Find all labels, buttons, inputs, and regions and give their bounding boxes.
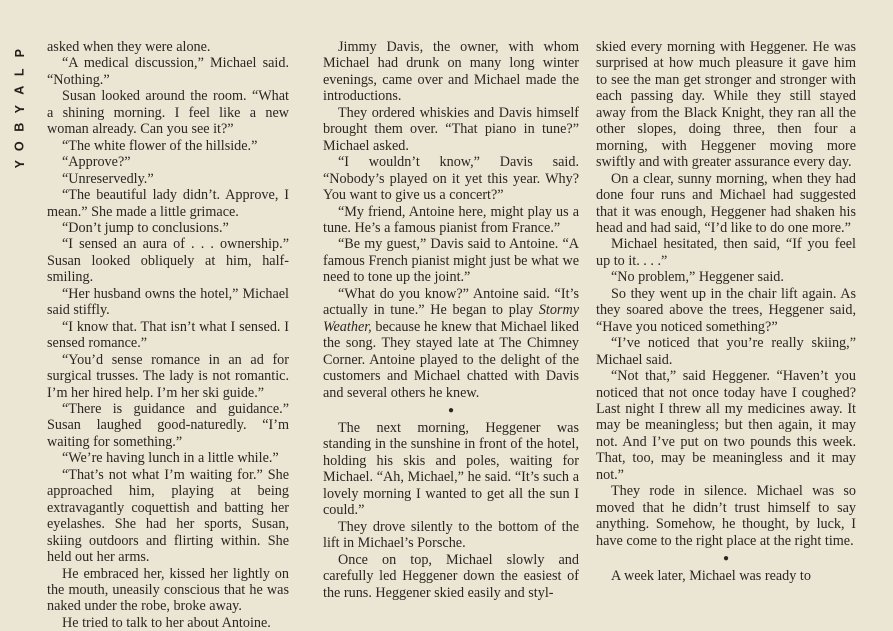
paragraph: “No problem,” Heggener said. [611, 269, 784, 286]
paragraph: “I’ve noticed that you’re really skiing,” Michael said. [596, 335, 856, 368]
paragraph: They ordered whiskies and Davis himself brought them over. “That piano in tune?” Michael asked. [323, 104, 579, 154]
paragraph: The next morning, Heggener was standing in the sunshine in front of the hotel, holding his skis and poles, waiting for Michael. “Ah, Michael,” he said. “It’s such a lovely morning I wanted to get all the sun I could.” [323, 419, 579, 519]
magazine-folio [9, 44, 31, 174]
paragraph: They rode in silence. Michael was so moved that he didn’t trust himself to say anything. Somehow, he thought, by luck, I have come to the right place at the right time. [596, 483, 856, 549]
paragraph-text: “What do you know?” Antoine said. “It’s actually in tune.” He began to play [323, 285, 579, 319]
folio-letter: P [12, 49, 27, 58]
paragraph: skied every morning with Heggener. He was surprised at how much pleasure it gave him to see the man get stronger and stronger with each passing day. While they still stayed away from the Black Knight, they ran all the other slopes, doing three, then four a morning, with Heggener moving more swiftly and with greater assurance every day. [596, 39, 856, 171]
paragraph: Jimmy Davis, the owner, with whom Michael had drunk on many long winter evenings, came over and Michael made the introductions. [323, 39, 579, 105]
paragraph: He tried to talk to her about Antoine. [62, 614, 271, 631]
song-title: Stormy Weather, [323, 302, 579, 335]
folio-letter: L [12, 67, 27, 76]
folio-letter: A [12, 85, 27, 95]
paragraph: “Not that,” said Heggener. “Haven’t you noticed that not once today have I coughed? Last night I threw all my medicines away. It may be meaningless; but then again, it may not. And I’ve put on two pounds this week. That, too, may be meaningless and it may not.” [596, 368, 856, 483]
text-column-1 [47, 39, 289, 631]
paragraph: “Approve?” [62, 154, 131, 171]
section-break-bullet [323, 405, 579, 417]
paragraph: “Be my guest,” Davis said to Antoine. “A famous French pianist might just be what we need to tone up the joint.” [323, 236, 579, 286]
paragraph: “I sensed an aura of . . . ownership.” Susan looked obliquely at him, half-smiling. [47, 236, 289, 286]
paragraph: “You’d sense romance in an ad for surgical trusses. The lady is not romantic. I’m her hired help. I’m her ski guide.” [47, 351, 289, 401]
paragraph: “A medical discussion,” Michael said. “Nothing.” [47, 55, 289, 88]
text-column-3 [596, 39, 856, 585]
paragraph: “I wouldn’t know,” Davis said. “Nobody’s played on it yet this year. Why? You want to give us a concert?” [323, 154, 579, 204]
paragraph: “That’s not what I’m waiting for.” She approached him, playing at being extravagantly coquettish and batting her eyelashes. She had her sports, Susan, skiing outdoors and flirting within. She held out her arms. [47, 466, 289, 566]
folio-letter: Y [12, 160, 27, 169]
paragraph: “The white flower of the hillside.” [62, 137, 258, 154]
paragraph: He embraced her, kissed her lightly on the mouth, uneasily conscious that he was naked under the robe, broke away. [47, 565, 289, 615]
paragraph: Susan looked around the room. “What a shining morning. I feel like a new woman already. Can you see it?” [47, 88, 289, 138]
paragraph: Michael hesitated, then said, “If you feel up to it. . . .” [596, 236, 856, 269]
paragraph: “There is guidance and guidance.” Susan laughed good-naturedly. “I’m waiting for something.” [47, 400, 289, 450]
paragraph: “Her husband owns the hotel,” Michael said stiffly. [47, 285, 289, 319]
paragraph-text: because he knew that Michael liked the song. They stayed late at The Chimney Corner. Antoine played to the delight of the customers and Michael chatted with Davis and several others he knew. [323, 318, 579, 401]
folio-letter: O [12, 140, 27, 151]
paragraph: “I know that. That isn’t what I sensed. I sensed romance.” [47, 318, 289, 352]
paragraph [323, 286, 579, 401]
paragraph: Once on top, Michael slowly and carefully led Heggener down the easiest of the runs. Heggener skied easily and styl- [323, 551, 579, 601]
paragraph: “My friend, Antoine here, might play us a tune. He’s a famous pianist from France.” [323, 203, 579, 236]
paragraph: “Unreservedly.” [62, 170, 154, 187]
paragraph: “Don’t jump to conclusions.” [62, 219, 229, 236]
text-column-2 [323, 39, 579, 601]
paragraph: On a clear, sunny morning, when they had done four runs and Michael had suggested that it was enough, Heggener had shaken his head and had said, “I’d like to do one more.” [596, 170, 856, 236]
paragraph: So they went up in the chair lift again. As they soared above the trees, Heggener said, “Have you noticed something?” [596, 285, 856, 335]
folio-letter: Y [12, 104, 27, 113]
paragraph: They drove silently to the bottom of the lift in Michael’s Porsche. [323, 518, 579, 552]
paragraph: “We’re having lunch in a little while.” [62, 450, 279, 467]
paragraph: A week later, Michael was ready to [611, 568, 811, 585]
folio-letter: B [12, 122, 27, 132]
paragraph: asked when they were alone. [47, 39, 211, 55]
section-break-bullet [596, 553, 856, 565]
paragraph: “The beautiful lady didn’t. Approve, I mean.” She made a little grimace. [47, 187, 289, 220]
